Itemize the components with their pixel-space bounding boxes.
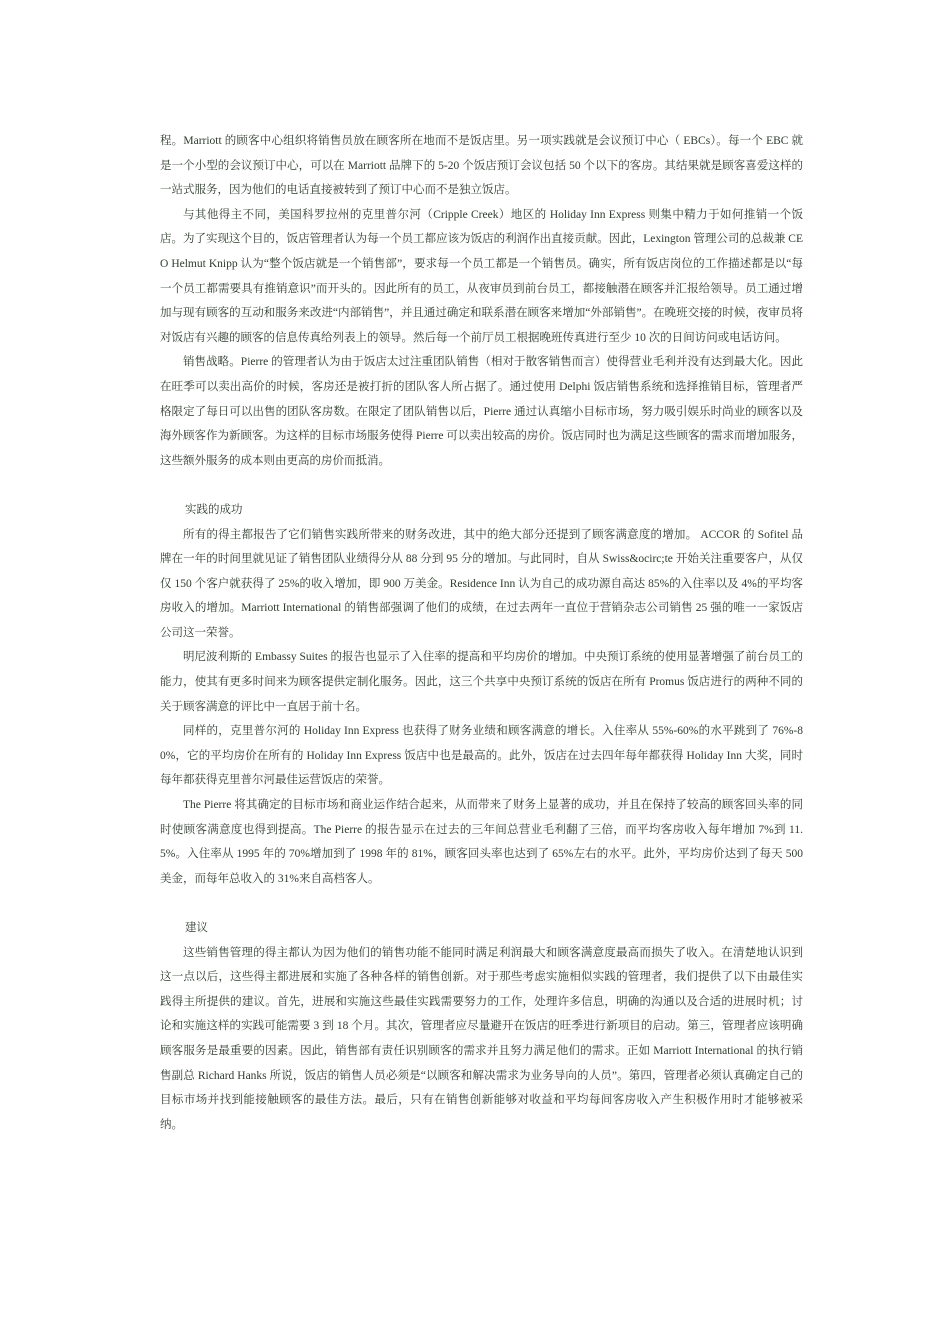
spacer (160, 891, 803, 916)
spacer (160, 473, 803, 498)
paragraph-1: 程。Marriott 的顾客中心组织将销售员放在顾客所在地而不是饭店里。另一项实践就是会议预订中心（ EBCs）。每一个 EBC 就是一个小型的会议预订中心，可以在 Marriott 品牌下的 5-20 个饭店预订会议包括 50 个以下的客房。其结果就是顾客喜爱这样的一站式服务，因为他们的电话直接被转到了预订中心而不是独立饭店。 (160, 135, 803, 197)
section-heading-recommendations: 建议 (185, 922, 208, 934)
paragraph-2: 与其他得主不同，美国科罗拉州的克里普尔河（Cripple Creek）地区的 Holiday Inn Express 则集中精力于如何推销一个饭店。为了实现这个目的，饭店管理者认为每一个员工都应该为饭店的利润作出直接贡献。因此，Lexington 管理公司的总裁兼 CEO Helmut Knipp 认为“整个饭店就是一个销售部”，要求每一个员工都是一个销售员。确实，所有饭店岗位的工作描述都是以“每一个员工都需要具有推销意识”而开头的。因此所有的员工，从夜审员到前台员工，都接触潜在顾客并汇报给领导。员工通过增加与现有顾客的互动和服务来改进“内部销售”，并且通过确定和联系潜在顾客来增加“外部销售”。在晚班交接的时候，夜审员将对饭店有兴趣的顾客的信息传真给列表上的领导。然后每一个前厅员工根据晚班传真进行至少 10 次的日间访问或电话访问。 (160, 208, 803, 344)
paragraph-8: 这些销售管理的得主都认为因为他们的销售功能不能同时满足利润最大和顾客满意度最高而损失了收入。在清楚地认识到这一点以后，这些得主都进展和实施了各种各样的销售创新。对于那些考虑实施相似实践的管理者，我们提供了以下由最佳实践得主所提供的建议。首先，进展和实施这些最佳实践需要努力的工作，处理许多信息，明确的沟通以及合适的进展时机；讨论和实施这样的实践可能需要 3 到 18 个月。其次，管理者应尽量避开在饭店的旺季进行新项目的启动。第三，管理者应该明确顾客服务是最重要的因素。因此，销售部有责任识别顾客的需求并且努力满足他们的需求。正如 Marriott International 的执行销售副总 Richard Hanks 所说，饭店的销售人员必须是“以顾客和解决需求为业务导向的人员”。第四，管理者必须认真确定自己的目标市场并找到能接触顾客的最佳方法。最后，只有在销售创新能够对收益和平均每间客房收入产生积极作用时才能够被采纳。 (160, 946, 803, 1131)
document-page (160, 129, 803, 1137)
paragraph-5: 明尼波利斯的 Embassy Suites 的报告也显示了入住率的提高和平均房价的增加。中央预订系统的使用显著增强了前台员工的能力，使其有更多时间来为顾客提供定制化服务。因此，这三个共享中央预订系统的饭店在所有 Promus 饭店进行的两种不同的关于顾客满意的评比中一直居于前十名。 (160, 651, 803, 713)
paragraph-3: 销售战略。Pierre 的管理者认为由于饭店太过注重团队销售（相对于散客销售而言）使得营业毛利并没有达到最大化。因此在旺季可以卖出高价的时候，客房还是被打折的团队客人所占据了。通过使用 Delphi 饭店销售系统和选择推销目标，管理者严格限定了每日可以出售的团队客房数。在限定了团队销售以后，Pierre 通过认真缩小目标市场，努力吸引娱乐时尚业的顾客以及海外顾客作为新顾客。为这样的目标市场服务使得 Pierre 可以卖出较高的房价。饭店同时也为满足这些顾客的需求而增加服务，这些额外服务的成本则由更高的房价而抵消。 (160, 356, 803, 467)
paragraph-6: 同样的，克里普尔河的 Holiday Inn Express 也获得了财务业绩和顾客满意的增长。入住率从 55%-60%的水平跳到了 76%-80%，它的平均房价在所有的 Holiday Inn Express 饭店中也是最高的。此外，饭店在过去四年每年都获得 Holiday Inn 大奖，同时每年都获得克里普尔河最佳运营饭店的荣誉。 (160, 725, 803, 787)
paragraph-4: 所有的得主都报告了它们销售实践所带来的财务改进，其中的绝大部分还提到了顾客满意度的增加。 ACCOR 的 Sofitel 品牌在一年的时间里就见证了销售团队业绩得分从 88 分到 95 分的增加。与此同时，自从 Swiss&ocirc;te 开始关注重要客户，从仅仅 150 个客户就获得了 25%的收入增加，即 900 万美金。Residence Inn 认为自己的成功源自高达 85%的入住率以及 4%的平均客房收入的增加。Marriott International 的销售部强调了他们的成绩，在过去两年一直位于营销杂志公司销售 25 强的唯一一家饭店公司这一荣誉。 (160, 528, 803, 639)
paragraph-7: The Pierre 将其确定的目标市场和商业运作结合起来，从而带来了财务上显著的成功，并且在保持了较高的顾客回头率的同时使顾客满意度也得到提高。The Pierre 的报告显示在过去的三年间总营业毛利翻了三倍，而平均客房收入每年增加 7%到 11.5%。入住率从 1995 年的 70%增加到了 1998 年的 81%，顾客回头率也达到了 65%左右的水平。此外，平均房价达到了每天 500 美金，而每年总收入的 31%来自高档客人。 (160, 799, 803, 885)
section-heading-success: 实践的成功 (185, 503, 243, 516)
